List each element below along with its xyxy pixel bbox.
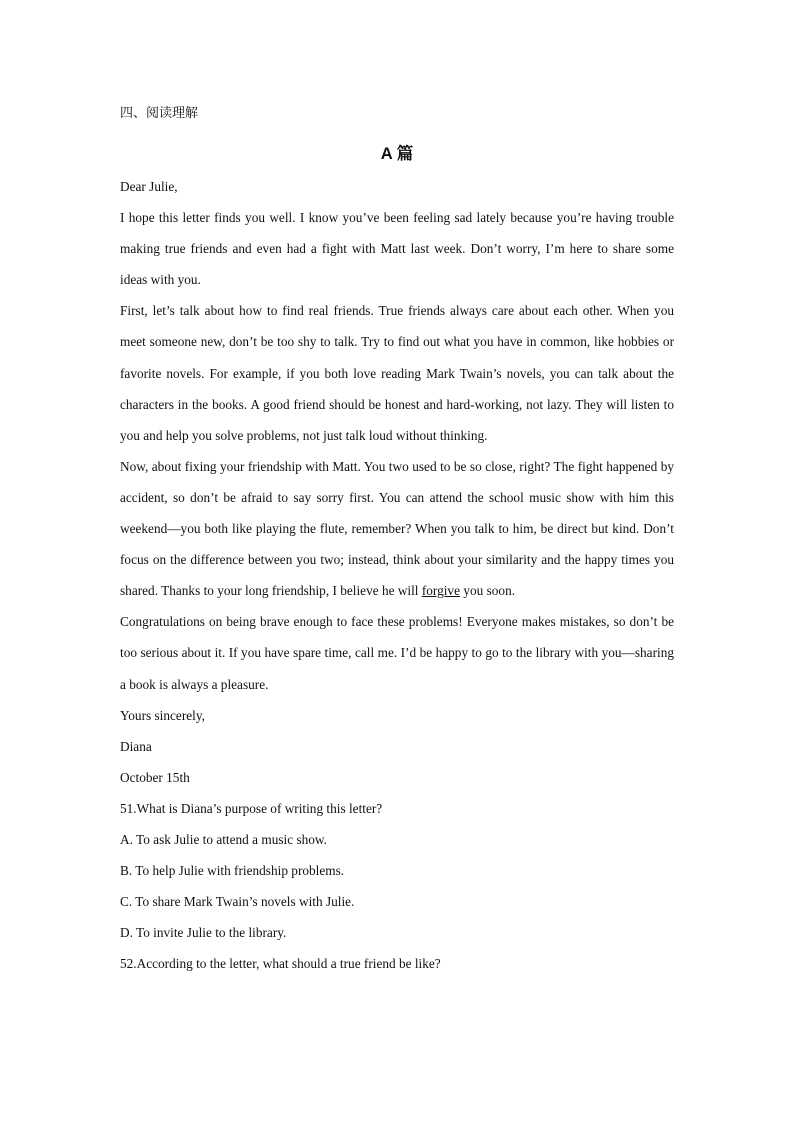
letter-paragraph-1: I hope this letter finds you well. I know you’ve been feeling sad lately because you’re having trouble making true friends and even had a fight with Matt last week. Don’t worry, I’m here to share some ideas with you. (120, 210, 674, 288)
letter-paragraph-3 (120, 451, 674, 606)
passage-title-letter: A (380, 145, 393, 163)
letter-salutation: Dear Julie, (120, 179, 178, 194)
question-51-option-a: A. To ask Julie to attend a music show. (120, 831, 327, 847)
paragraph-3-text: Now, about fixing your friendship with Matt. You two used to be so close, right? The fight happened by accident, so don’t be afraid to say sorry first. You can attend the school music show with him this weekend—you both like playing the flute, remember? When you talk to him, be direct but kind. Don’t focus on the difference between you two; instead, think about your similarity and the happy times you shared. Thanks to your long friendship, I believe he will (120, 458, 674, 599)
underlined-word-forgive: forgive (421, 583, 460, 599)
question-51-option-d: D. To invite Julie to the library. (120, 925, 287, 941)
letter-signature: Diana (120, 738, 152, 754)
question-52-stem: 52.According to the letter, what should a true friend be like? (120, 956, 441, 972)
question-51-stem: 51.What is Diana’s purpose of writing this letter? (120, 800, 383, 816)
letter-closing: Yours sincerely, (120, 707, 205, 723)
passage-title-cjk: 篇 (396, 144, 414, 163)
letter-paragraph-2: First, let’s talk about how to find real friends. True friends always care about each other. When you meet someone new, don’t be too shy to talk. Try to find out what you have in common, like hobbies or favorite novels. For example, if you both love reading Mark Twain’s novels, you can talk about the characters in the books. A good friend should be honest and hard-working, not lazy. They will listen to you and help you solve problems, not just talk loud without thinking. (120, 303, 674, 443)
document-page (120, 100, 674, 979)
paragraph-3-end: you soon. (460, 583, 516, 599)
passage-title (120, 131, 674, 171)
question-51-option-b: B. To help Julie with friendship problems. (120, 863, 345, 879)
section-heading: 四、阅读理解 (120, 106, 199, 121)
question-51-option-c: C. To share Mark Twain’s novels with Julie. (120, 894, 355, 910)
letter-paragraph-4: Congratulations on being brave enough to face these problems! Everyone makes mistakes, so don’t be too serious about it. If you have spare time, call me. I’d be happy to go to the library with you—sharing a book is always a pleasure. (120, 614, 674, 692)
letter-date: October 15th (120, 769, 190, 785)
